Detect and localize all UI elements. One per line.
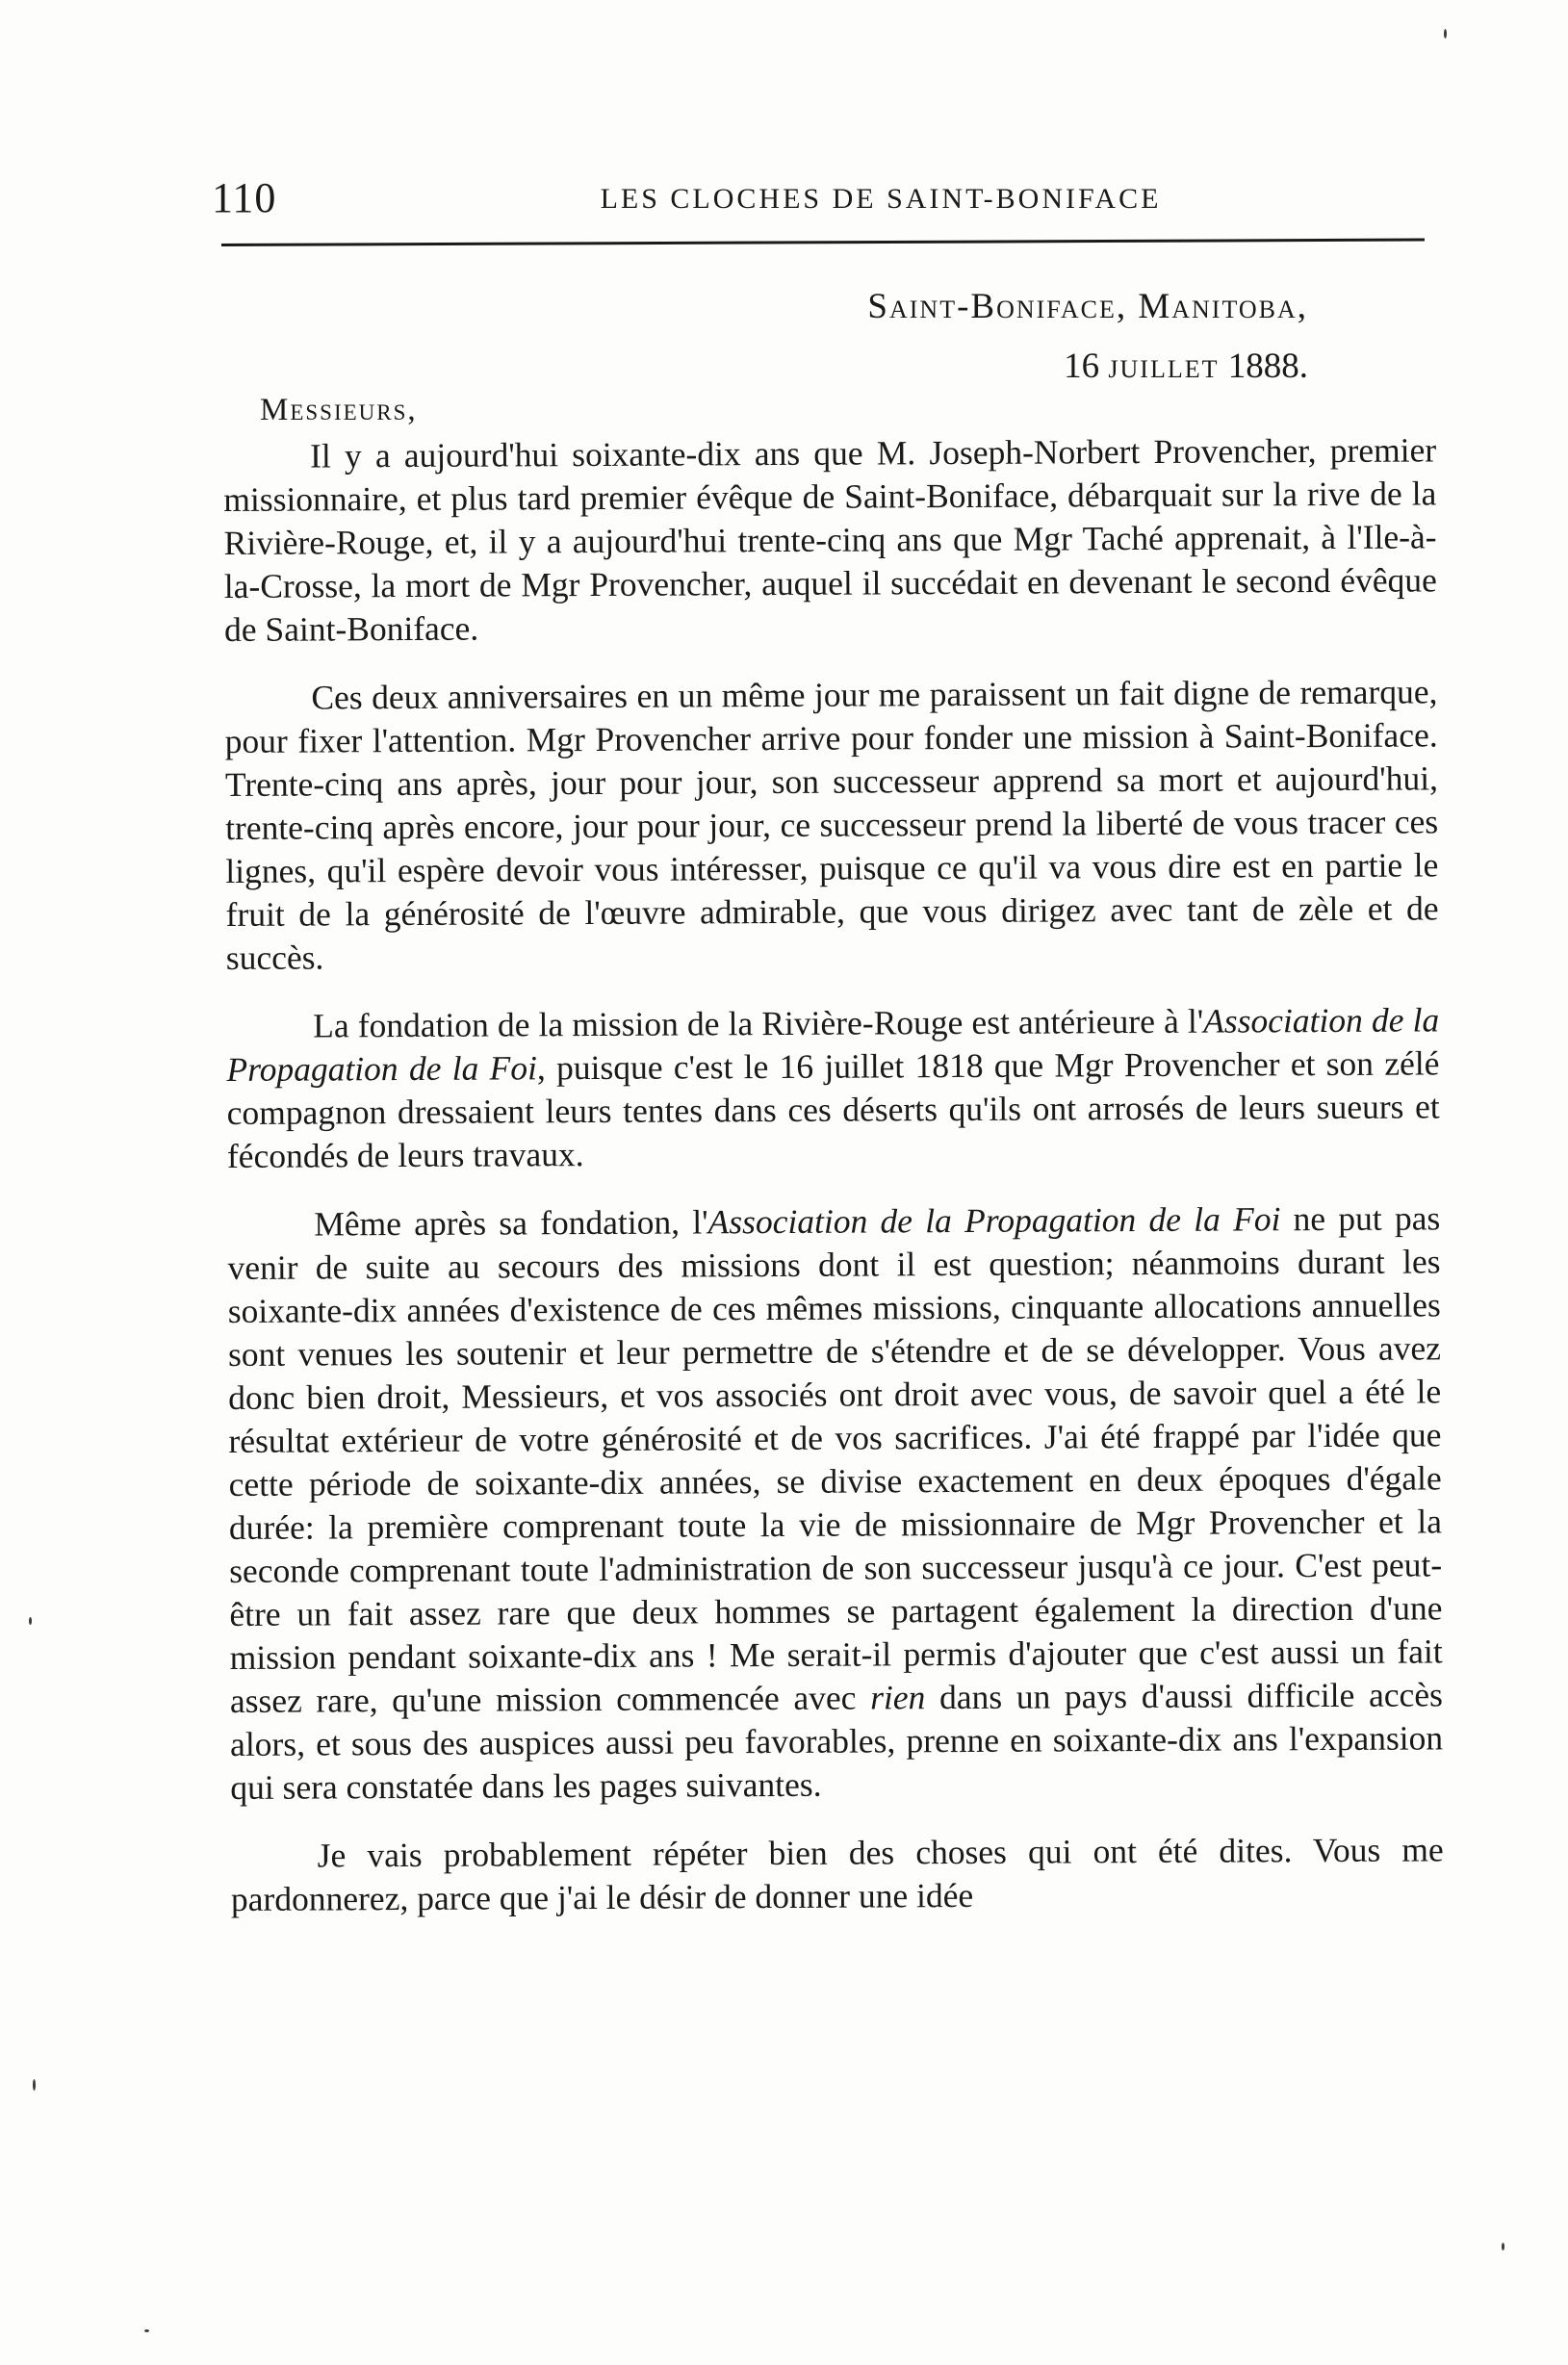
- running-head: [212, 173, 1415, 231]
- paragraph-2: Ces deux anniversaires en un même jour me paraissent un fait digne de remarque, pour fixer l'attention. Mgr Provencher arrive pour fonder une mission à Saint-Boniface. Trente-cinq ans après, jour pour jour, son successeur apprend sa mort et aujourd'hui, trente-cinq après encore, jour pour jour, ce successeur prend la liberté de vous tracer ces lignes, qu'il espère devoir vous intéresser, puisque ce qu'il va vous dire est en partie le fruit de la générosité de l'œuvre admirable, que vous dirigez avec tant de zèle et de succès.: [224, 672, 1439, 977]
- running-title: LES CLOCHES DE SAINT-BONIFACE: [600, 183, 1162, 215]
- paragraph-4-text-c: dans un pays d'aussi difficile accès alors, et sous des auspices aussi peu favorables, prenne en soixante-dix ans l'expansion qui sera constatée dans les pages suivantes.: [230, 1675, 1444, 1807]
- date-month: juillet: [1108, 347, 1220, 386]
- paragraph-1: Il y a aujourd'hui soixante-dix ans que M. Joseph-Norbert Provencher, premier missionnaire, et plus tard premier évêque de Saint-Boniface, débarquait sur la rive de la Rivière-Rouge, et, il y a aujourd'hui trente-cinq ans que Mgr Taché apprenait, à l'Ile-à-la-Crosse, la mort de Mgr Provencher, auquel il succédait en devenant le second évêque de Saint-Boniface.: [223, 430, 1437, 649]
- header-rule: [221, 239, 1425, 246]
- paragraph-4-text-b: ne put pas venir de suite au secours des missions dont il est question; néanmoins durant les soixante-dix années d'existence de ces mêmes missions, cinquante allocations annuelles sont venues les soutenir et leur permettre de s'étendre et de se développer. Vous avez donc bien droit, Messieurs, et vos associés ont droit avec vous, de savoir quel a été le résultat extérieur de votre générosité et de vos sacrifices. J'ai été frappé par l'idée que cette période de soixante-dix années, se divise exactement en deux époques d'égale durée: la première comprenant toute la vie de missionnaire de Mgr Provencher et la seconde comprenant toute l'administration de son successeur jusqu'à ce jour. C'est peut-être un fait assez rare que deux hommes se partagent également la direction d'une mission pendant soixante-dix ans ! Me serait-il permis d'ajouter que c'est aussi un fait assez rare, qu'une mission commencée avec: [227, 1198, 1443, 1720]
- letter-salutation: Messieurs,: [260, 393, 418, 427]
- dateline-date: [867, 337, 1308, 397]
- letter-dateline: [867, 277, 1308, 397]
- scan-speck: [33, 2079, 36, 2091]
- scan-speck: [1502, 2243, 1504, 2250]
- scan-speck: [1444, 29, 1447, 39]
- page-number: 110: [212, 174, 277, 221]
- scan-speck: [144, 2329, 149, 2332]
- paragraph-4-italic-word: rien: [870, 1678, 926, 1717]
- dateline-place: Saint-Boniface, Manitoba,: [867, 287, 1308, 326]
- paragraph-4: [227, 1196, 1443, 1810]
- date-day: 16: [1064, 347, 1100, 386]
- paragraph-4-italic-title: Association de la Propagation de la Foi: [707, 1199, 1281, 1242]
- letter-body: [223, 428, 1444, 1921]
- paragraph-3-text-a: La fondation de la mission de la Rivière-Rouge est antérieure à l': [313, 1001, 1204, 1045]
- paragraph-3-text-b: , puisque c'est le 16 juillet 1818 que Mgr Provencher et son zélé compagnon dressaient leurs tentes dans ces déserts qu'ils ont arrosés de leurs sueurs et fécondés de leurs travaux.: [226, 1043, 1440, 1175]
- paragraph-3: [226, 998, 1440, 1178]
- paragraph-3-italic-title: Association de la Propagation de la Foi: [226, 1000, 1440, 1089]
- paragraph-4-text-a: Même après sa fondation, l': [314, 1202, 708, 1244]
- paragraph-5: Je vais probablement répéter bien des choses qui ont été dites. Vous me pardonnerez, parce que j'ai le désir de donner une idée: [230, 1830, 1444, 1918]
- scan-speck: [29, 1617, 32, 1625]
- date-year: 1888.: [1227, 347, 1308, 386]
